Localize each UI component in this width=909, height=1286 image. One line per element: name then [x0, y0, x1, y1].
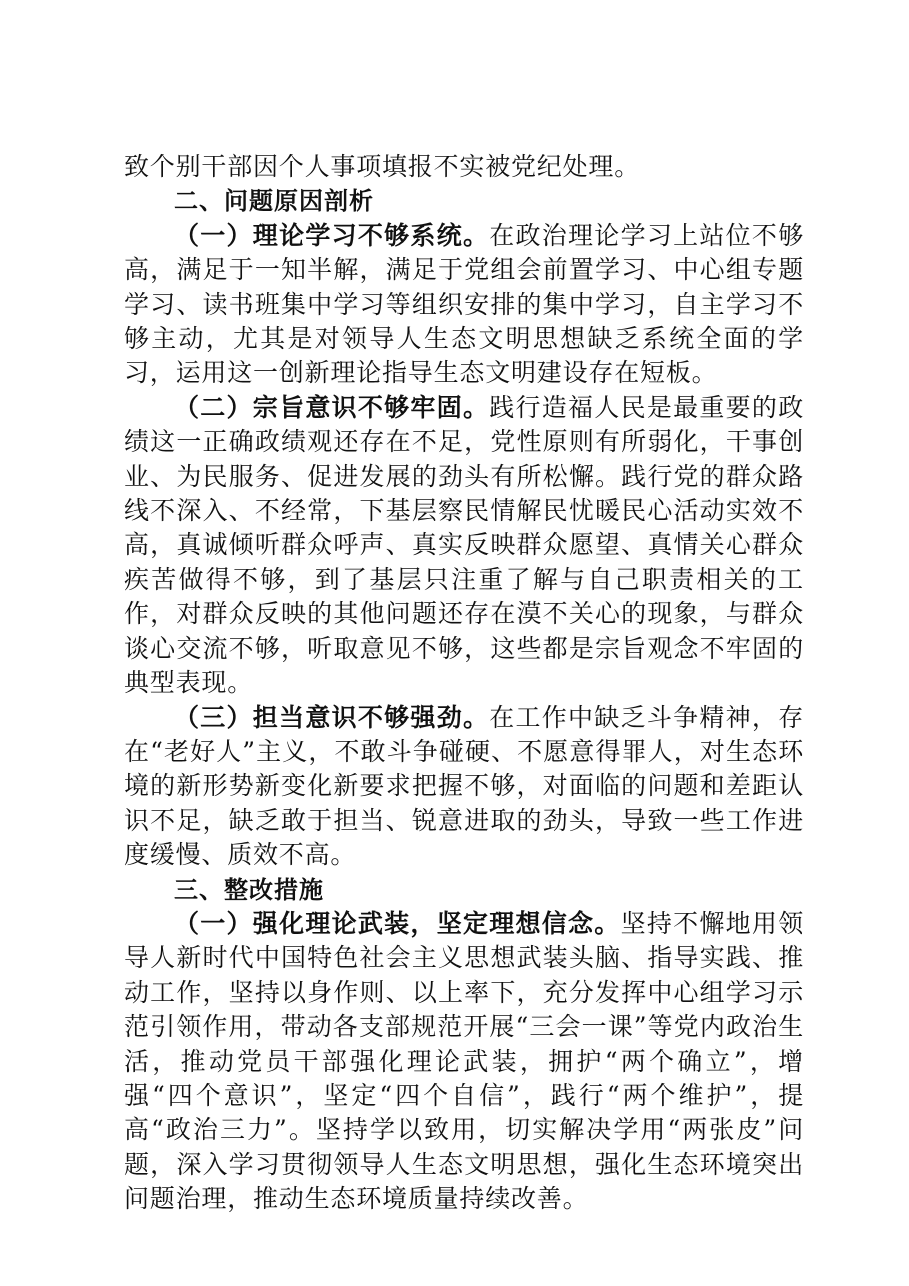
section-heading-measures: 三、整改措施 — [174, 875, 324, 904]
cause-lead-1: （一）理论学习不够系统。 — [174, 220, 490, 250]
measure-paragraph-1 — [124, 907, 804, 1217]
cause-text-2: 践行造福人民是最重要的政绩这一正确政绩观还存在不足，党性原则有所弱化，干事创业、为民服务、促进发展的劲头有所松懈。践行党的群众路线不深入、不经常，下基层察民情解民忧暖民心活动实效不高，真诚倾听群众呼声、真实反映群众愿望、真情关心群众疾苦做得不够，到了基层只注重了解与自己职责相关的工作，对群众反映的其他问题还存在漠不关心的现象，与群众谈心交流不够，听取意见不够，这些都是宗旨观念不牢固的典型表现。 — [124, 392, 804, 698]
section-heading-causes: 二、问题原因剖析 — [174, 187, 374, 216]
continuation-paragraph: 致个别干部因个人事项填报不实被党纪处理。 — [124, 152, 641, 181]
cause-paragraph-2 — [124, 391, 804, 701]
measure-text-1: 坚持不懈地用领导人新时代中国特色社会主义思想武装头脑、指导实践、推动工作，坚持以身作则、以上率下，充分发挥中心组学习示范引领作用，带动各支部规范开展“三会一课”等党内政治生活，推动党员干部强化理论武装，拥护“两个确立”，增强“四个意识”，坚定“四个自信”，践行“两个维护”，提高“政治三力”。坚持学以致用，切实解决学用“两张皮”问题，深入学习贯彻领导人生态文明思想，强化生态环境突出问题治理，推动生态环境质量持续改善。 — [124, 908, 804, 1214]
cause-text-1: 在政治理论学习上站位不够高，满足于一知半解，满足于党组会前置学习、中心组专题学习、读书班集中学习等组织安排的集中学习，自主学习不够主动，尤其是对领导人生态文明思想缺乏系统全面的学习，运用这一创新理论指导生态文明建设存在短板。 — [124, 220, 804, 388]
cause-text-3: 在工作中缺乏斗争精神，存在“老好人”主义，不敢斗争碰硬、不愿意得罪人，对生态环境的新形势新变化新要求把握不够，对面临的问题和差距认识不足，缺乏敢于担当、锐意进取的劲头，导致一些工作进度缓慢、质效不高。 — [124, 702, 804, 870]
measure-lead-1: （一）强化理论武装，坚定理想信念。 — [174, 908, 621, 938]
cause-lead-2: （二）宗旨意识不够牢固。 — [174, 392, 490, 422]
cause-paragraph-1 — [124, 219, 804, 391]
cause-lead-3: （三）担当意识不够强劲。 — [174, 702, 490, 732]
cause-paragraph-3 — [124, 701, 804, 873]
document-body — [124, 150, 804, 1217]
